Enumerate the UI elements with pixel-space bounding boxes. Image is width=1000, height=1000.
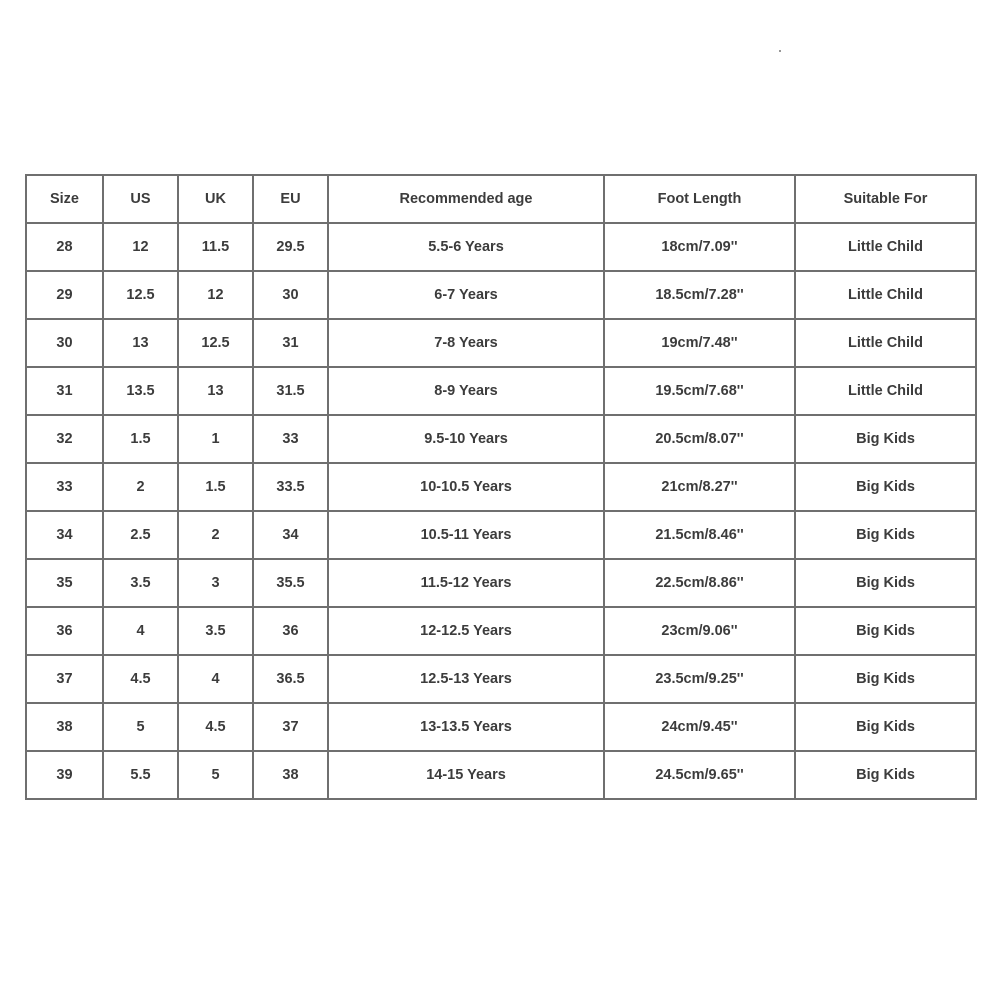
cell-recommended-age: 9.5-10 Years bbox=[328, 415, 604, 463]
cell-suitable-for: Little Child bbox=[795, 319, 976, 367]
cell-eu: 31.5 bbox=[253, 367, 328, 415]
cell-us: 5.5 bbox=[103, 751, 178, 799]
cell-recommended-age: 6-7 Years bbox=[328, 271, 604, 319]
header-us: US bbox=[103, 175, 178, 223]
cell-suitable-for: Big Kids bbox=[795, 415, 976, 463]
cell-us: 3.5 bbox=[103, 559, 178, 607]
size-chart-table bbox=[25, 174, 977, 800]
cell-us: 12.5 bbox=[103, 271, 178, 319]
cell-eu: 29.5 bbox=[253, 223, 328, 271]
cell-eu: 35.5 bbox=[253, 559, 328, 607]
cell-us: 2 bbox=[103, 463, 178, 511]
cell-eu: 38 bbox=[253, 751, 328, 799]
cell-us: 5 bbox=[103, 703, 178, 751]
table-row bbox=[26, 703, 976, 751]
header-suitable-for: Suitable For bbox=[795, 175, 976, 223]
cell-foot-length: 18.5cm/7.28'' bbox=[604, 271, 795, 319]
cell-foot-length: 24.5cm/9.65'' bbox=[604, 751, 795, 799]
cell-size: 30 bbox=[26, 319, 103, 367]
cell-foot-length: 19.5cm/7.68'' bbox=[604, 367, 795, 415]
cell-suitable-for: Big Kids bbox=[795, 463, 976, 511]
cell-us: 13.5 bbox=[103, 367, 178, 415]
cell-uk: 2 bbox=[178, 511, 253, 559]
cell-eu: 33 bbox=[253, 415, 328, 463]
cell-uk: 3 bbox=[178, 559, 253, 607]
cell-recommended-age: 7-8 Years bbox=[328, 319, 604, 367]
cell-foot-length: 20.5cm/8.07'' bbox=[604, 415, 795, 463]
cell-foot-length: 21.5cm/8.46'' bbox=[604, 511, 795, 559]
cell-foot-length: 24cm/9.45'' bbox=[604, 703, 795, 751]
table-row bbox=[26, 655, 976, 703]
cell-us: 1.5 bbox=[103, 415, 178, 463]
cell-eu: 36 bbox=[253, 607, 328, 655]
table-row bbox=[26, 463, 976, 511]
cell-size: 33 bbox=[26, 463, 103, 511]
cell-suitable-for: Big Kids bbox=[795, 751, 976, 799]
cell-eu: 37 bbox=[253, 703, 328, 751]
table-row bbox=[26, 319, 976, 367]
cell-size: 31 bbox=[26, 367, 103, 415]
cell-eu: 34 bbox=[253, 511, 328, 559]
cell-suitable-for: Big Kids bbox=[795, 559, 976, 607]
cell-foot-length: 18cm/7.09'' bbox=[604, 223, 795, 271]
cell-recommended-age: 10-10.5 Years bbox=[328, 463, 604, 511]
cell-size: 32 bbox=[26, 415, 103, 463]
cell-recommended-age: 10.5-11 Years bbox=[328, 511, 604, 559]
table-body bbox=[26, 223, 976, 799]
cell-us: 13 bbox=[103, 319, 178, 367]
cell-recommended-age: 11.5-12 Years bbox=[328, 559, 604, 607]
cell-suitable-for: Big Kids bbox=[795, 607, 976, 655]
cell-uk: 1 bbox=[178, 415, 253, 463]
cell-size: 28 bbox=[26, 223, 103, 271]
cell-eu: 31 bbox=[253, 319, 328, 367]
cell-recommended-age: 12-12.5 Years bbox=[328, 607, 604, 655]
header-size: Size bbox=[26, 175, 103, 223]
cell-recommended-age: 13-13.5 Years bbox=[328, 703, 604, 751]
cell-foot-length: 22.5cm/8.86'' bbox=[604, 559, 795, 607]
cell-uk: 5 bbox=[178, 751, 253, 799]
cell-suitable-for: Little Child bbox=[795, 271, 976, 319]
table-row bbox=[26, 559, 976, 607]
cell-recommended-age: 5.5-6 Years bbox=[328, 223, 604, 271]
cell-eu: 36.5 bbox=[253, 655, 328, 703]
cell-recommended-age: 8-9 Years bbox=[328, 367, 604, 415]
table-header-row bbox=[26, 175, 976, 223]
cell-uk: 1.5 bbox=[178, 463, 253, 511]
table-row bbox=[26, 223, 976, 271]
table-row bbox=[26, 415, 976, 463]
cell-foot-length: 19cm/7.48'' bbox=[604, 319, 795, 367]
cell-us: 4.5 bbox=[103, 655, 178, 703]
cell-suitable-for: Big Kids bbox=[795, 655, 976, 703]
table-row bbox=[26, 367, 976, 415]
cell-uk: 12.5 bbox=[178, 319, 253, 367]
cell-us: 2.5 bbox=[103, 511, 178, 559]
table-row bbox=[26, 751, 976, 799]
cell-foot-length: 23.5cm/9.25'' bbox=[604, 655, 795, 703]
table-row bbox=[26, 271, 976, 319]
cell-uk: 12 bbox=[178, 271, 253, 319]
cell-size: 29 bbox=[26, 271, 103, 319]
cell-recommended-age: 12.5-13 Years bbox=[328, 655, 604, 703]
cell-suitable-for: Little Child bbox=[795, 223, 976, 271]
cell-foot-length: 23cm/9.06'' bbox=[604, 607, 795, 655]
cell-size: 34 bbox=[26, 511, 103, 559]
cell-uk: 13 bbox=[178, 367, 253, 415]
cell-uk: 3.5 bbox=[178, 607, 253, 655]
cell-eu: 33.5 bbox=[253, 463, 328, 511]
stray-dot bbox=[779, 50, 781, 52]
cell-recommended-age: 14-15 Years bbox=[328, 751, 604, 799]
header-eu: EU bbox=[253, 175, 328, 223]
table-row bbox=[26, 607, 976, 655]
cell-size: 35 bbox=[26, 559, 103, 607]
header-recommended-age: Recommended age bbox=[328, 175, 604, 223]
cell-uk: 11.5 bbox=[178, 223, 253, 271]
cell-us: 4 bbox=[103, 607, 178, 655]
cell-size: 37 bbox=[26, 655, 103, 703]
cell-uk: 4 bbox=[178, 655, 253, 703]
cell-size: 38 bbox=[26, 703, 103, 751]
cell-suitable-for: Little Child bbox=[795, 367, 976, 415]
cell-eu: 30 bbox=[253, 271, 328, 319]
header-foot-length: Foot Length bbox=[604, 175, 795, 223]
cell-us: 12 bbox=[103, 223, 178, 271]
cell-suitable-for: Big Kids bbox=[795, 703, 976, 751]
table-row bbox=[26, 511, 976, 559]
cell-size: 36 bbox=[26, 607, 103, 655]
header-uk: UK bbox=[178, 175, 253, 223]
cell-foot-length: 21cm/8.27'' bbox=[604, 463, 795, 511]
cell-uk: 4.5 bbox=[178, 703, 253, 751]
cell-size: 39 bbox=[26, 751, 103, 799]
cell-suitable-for: Big Kids bbox=[795, 511, 976, 559]
